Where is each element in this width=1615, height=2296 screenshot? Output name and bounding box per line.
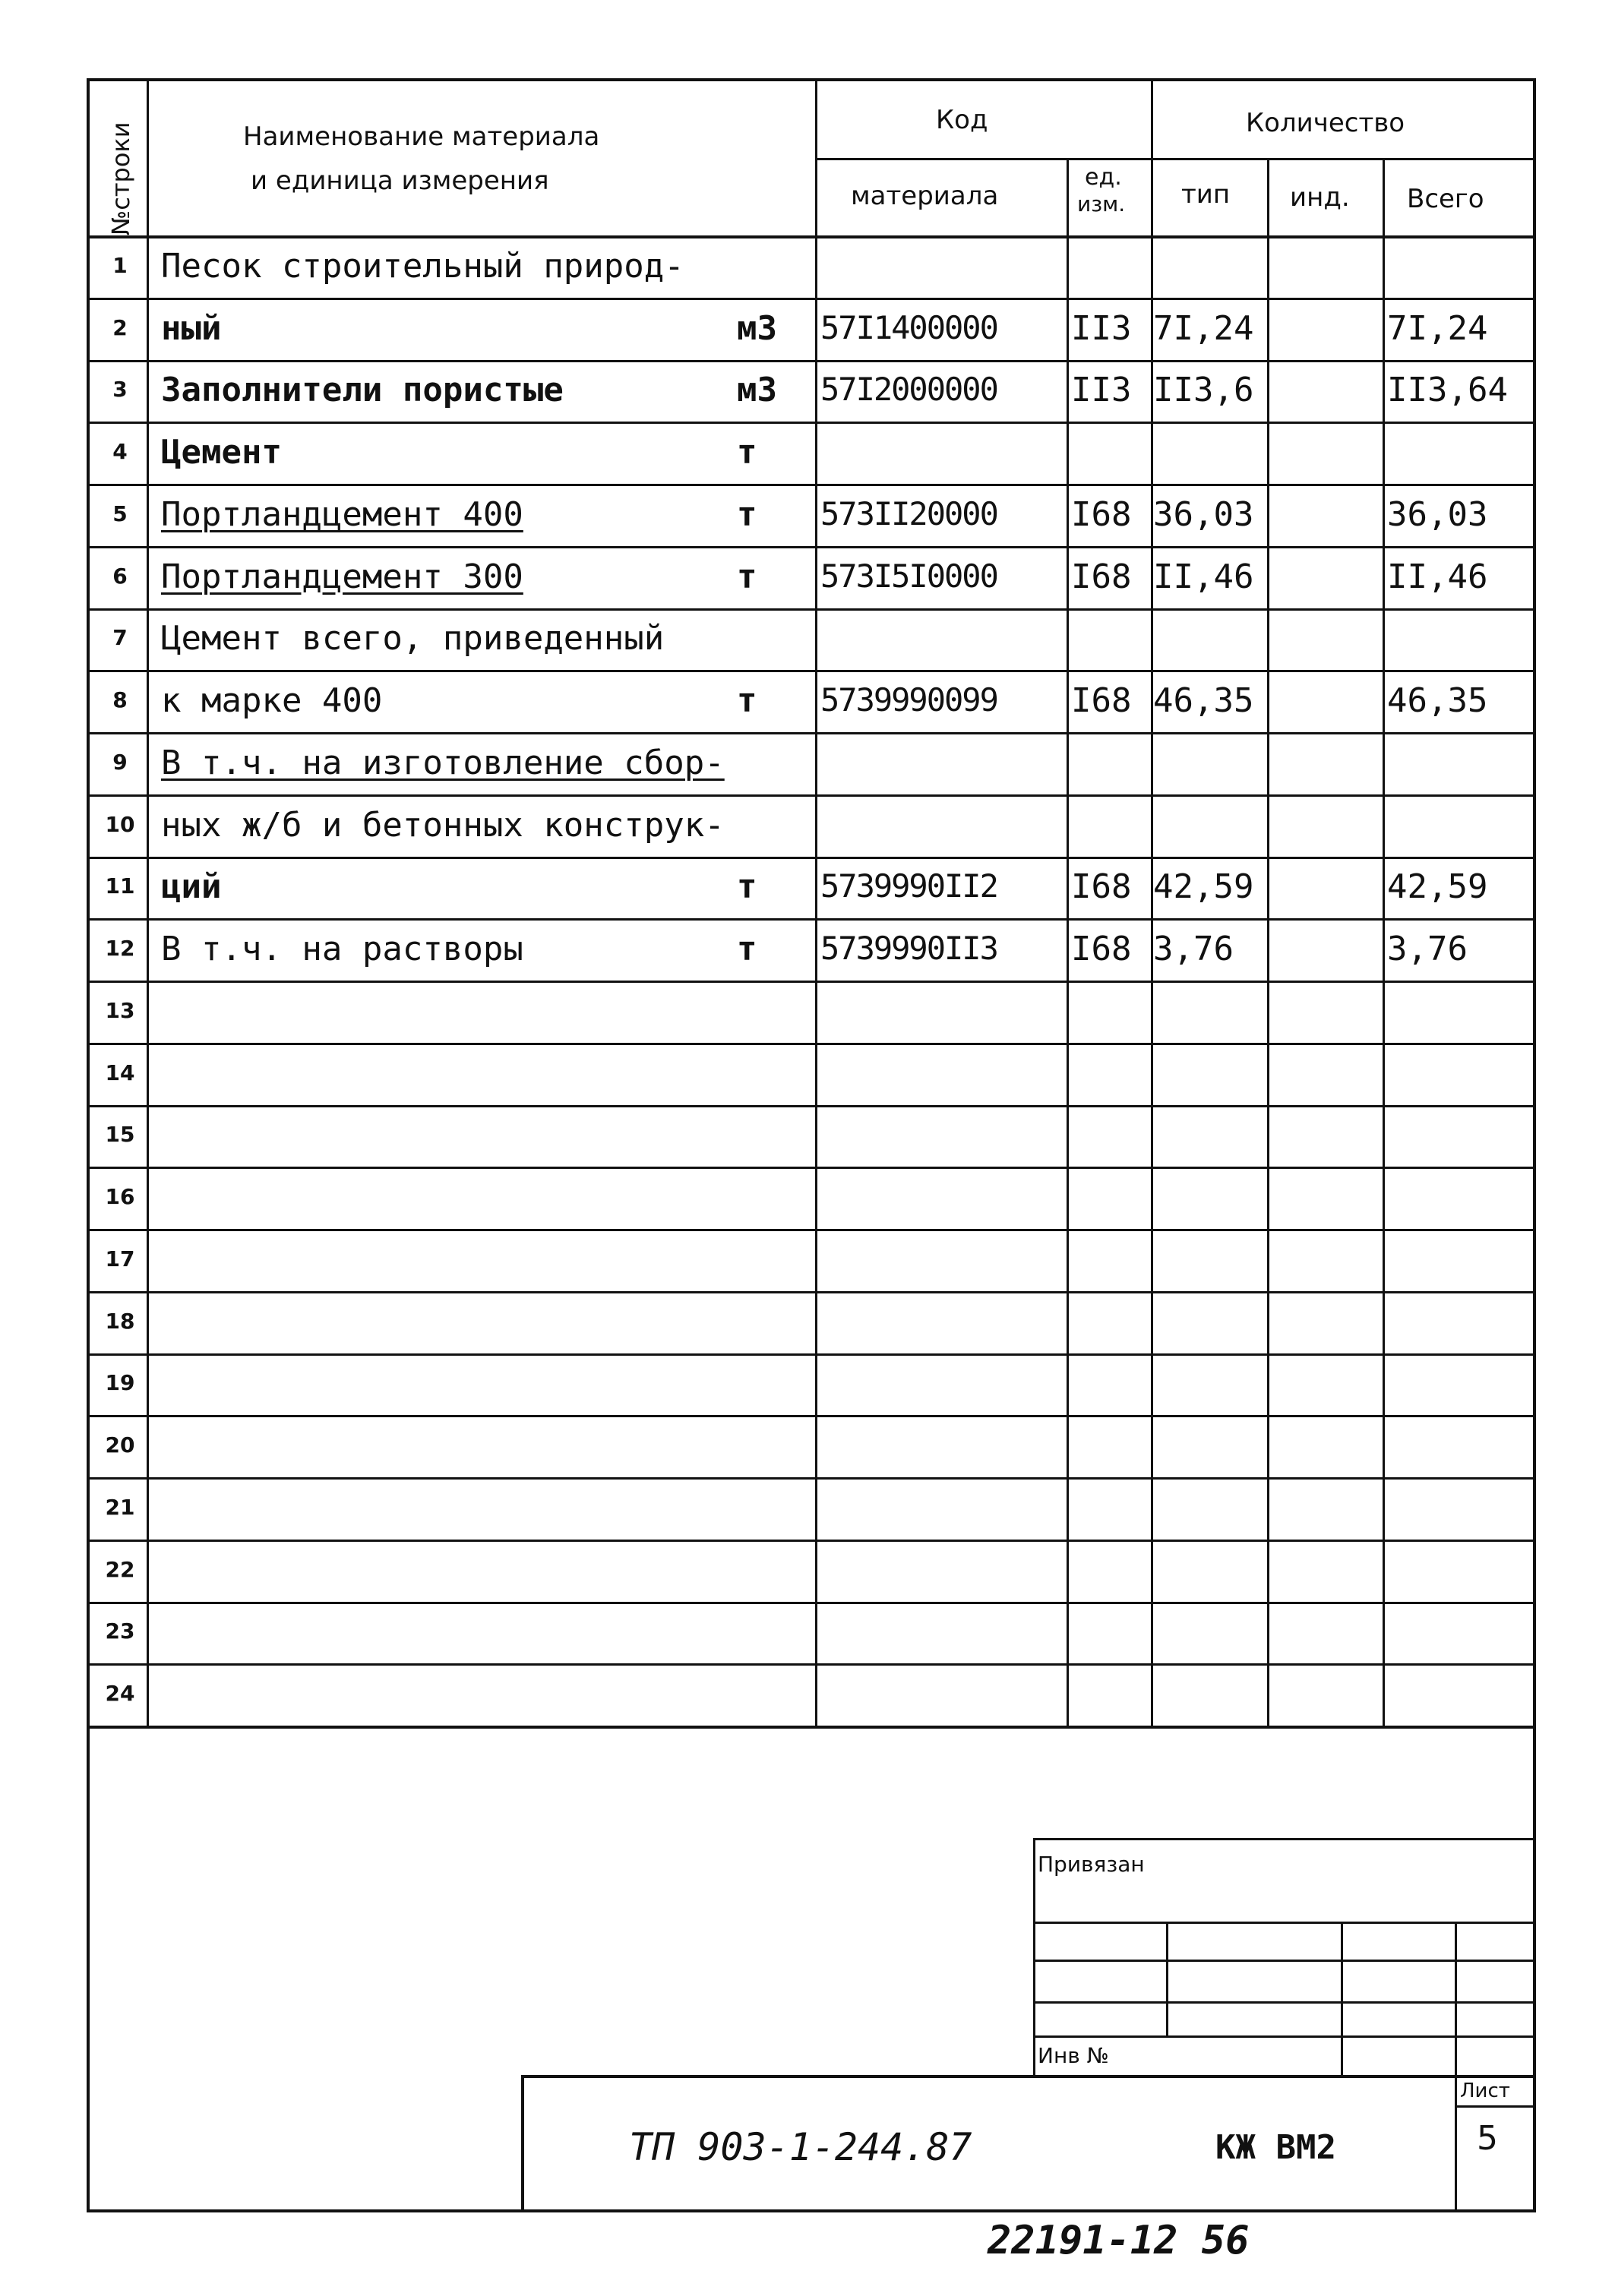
row-line	[87, 1477, 1536, 1480]
row-number: 16	[105, 1184, 135, 1210]
material-code: 57I1400000	[820, 308, 997, 346]
unit-label: м3	[737, 308, 777, 348]
quantity-type: 46,35	[1153, 681, 1254, 721]
unit-code: II3	[1071, 308, 1132, 348]
row-line	[87, 1043, 1536, 1045]
material-name: В т.ч. на изготовление сбор-	[161, 743, 725, 782]
quantity-type: II,46	[1153, 557, 1254, 596]
row-line	[87, 1602, 1536, 1604]
material-name: Цемент всего, приведенный	[161, 619, 665, 658]
row-line	[87, 981, 1536, 983]
unit-label: т	[737, 930, 757, 969]
title-block-left-line	[521, 2075, 524, 2212]
row-number: 9	[112, 749, 128, 775]
unit-label: т	[737, 681, 757, 721]
inv-no-label: Инв №	[1038, 2043, 1109, 2068]
unit-label: м3	[737, 371, 777, 410]
material-code: 57I2000000	[820, 371, 997, 409]
row-number: 10	[105, 811, 135, 837]
row-number: 6	[112, 563, 128, 589]
row-line	[87, 608, 1536, 611]
document-mark: КЖ ВМ2	[1215, 2128, 1336, 2167]
unit-code: II3	[1071, 371, 1132, 410]
quantity-type: 36,03	[1153, 494, 1254, 534]
quantity-type: 42,59	[1153, 867, 1254, 907]
row-number: 14	[105, 1060, 135, 1085]
material-name: ных ж/б и бетонных конструк-	[161, 805, 725, 845]
material-name: В т.ч. на растворы	[161, 930, 523, 969]
code-header: Код	[936, 105, 988, 135]
list-label: Лист	[1460, 2080, 1510, 2102]
row-line	[87, 1229, 1536, 1231]
row-number: 19	[105, 1370, 135, 1396]
footer-number: 22191-12 56	[988, 2218, 1250, 2263]
row-number: 12	[105, 936, 135, 962]
unit-header-line2: изм.	[1077, 191, 1126, 216]
unit-code: I68	[1071, 867, 1132, 907]
stamp-line-5	[1033, 2035, 1536, 2038]
row-line	[87, 422, 1536, 424]
quantity-total: 3,76	[1387, 930, 1468, 969]
stamp-line-4	[1033, 2001, 1536, 2004]
col-line-ind	[1383, 159, 1385, 1726]
table-bottom-line	[87, 1726, 1536, 1729]
stamp-line-3	[1033, 1960, 1536, 1962]
row-line	[87, 1663, 1536, 1666]
stamp-line-1	[1033, 1838, 1536, 1840]
row-line	[87, 1540, 1536, 1542]
material-name: Цемент	[161, 433, 282, 472]
row-number: 17	[105, 1246, 135, 1271]
material-name: Портландцемент 300	[161, 557, 523, 596]
row-number: 15	[105, 1122, 135, 1148]
col-line-type	[1267, 159, 1269, 1726]
material-name: Песок строительный природ-	[161, 246, 684, 286]
row-line	[87, 1291, 1536, 1293]
unit-code: I68	[1071, 681, 1132, 721]
stamp-vline-a	[1033, 1838, 1035, 2075]
unit-label: т	[737, 867, 757, 907]
row-line	[87, 298, 1536, 300]
quantity-type: II3,6	[1153, 371, 1254, 410]
name-header-line2: и единица измерения	[251, 166, 549, 196]
row-number: 24	[105, 1681, 135, 1707]
quantity-total: II,46	[1387, 557, 1488, 596]
list-number: 5	[1477, 2119, 1498, 2158]
unit-code: I68	[1071, 557, 1132, 596]
row-number: 5	[112, 501, 128, 526]
total-header: Всего	[1407, 184, 1484, 214]
row-line	[87, 484, 1536, 486]
material-header: материала	[851, 181, 999, 211]
row-number: 23	[105, 1619, 135, 1644]
unit-label: т	[737, 494, 757, 534]
list-label-line	[1455, 2105, 1536, 2108]
row-number: 2	[112, 314, 128, 340]
material-name: к марке 400	[161, 681, 383, 721]
row-number: 21	[105, 1494, 135, 1520]
row-number-header-text: №строки	[106, 122, 135, 235]
unit-code: I68	[1071, 930, 1132, 969]
row-line	[87, 732, 1536, 734]
quantity-header: Количество	[1246, 108, 1405, 138]
row-number-header	[93, 87, 147, 238]
unit-label: т	[737, 433, 757, 472]
row-number: 11	[105, 873, 135, 899]
material-code: 5739990II3	[820, 930, 997, 968]
row-line	[87, 670, 1536, 672]
row-number: 22	[105, 1556, 135, 1582]
row-number: 1	[112, 252, 128, 278]
unit-header-line1: ед.	[1085, 164, 1122, 191]
row-number: 18	[105, 1308, 135, 1334]
row-line	[87, 1353, 1536, 1356]
material-code: 573II20000	[820, 494, 997, 532]
stamp-vline-c	[1341, 1922, 1343, 2075]
material-name: Заполнители пористые	[161, 371, 564, 410]
title-block-top-line	[521, 2075, 1536, 2078]
ind-header: инд.	[1290, 182, 1350, 213]
row-line	[87, 857, 1536, 859]
row-line	[87, 1105, 1536, 1107]
quantity-total: 7I,24	[1387, 308, 1488, 348]
row-number: 3	[112, 377, 128, 403]
row-line	[87, 918, 1536, 921]
row-number: 13	[105, 997, 135, 1023]
material-name: ций	[161, 867, 222, 907]
row-line	[87, 1167, 1536, 1169]
quantity-total: 36,03	[1387, 494, 1488, 534]
row-number: 4	[112, 439, 128, 465]
privyazan-label: Привязан	[1038, 1852, 1145, 1877]
row-line	[87, 546, 1536, 548]
quantity-type: 3,76	[1153, 930, 1234, 969]
row-number: 7	[112, 625, 128, 651]
material-code: 5739990II2	[820, 867, 997, 905]
col-line-code	[1067, 159, 1069, 1726]
quantity-total: 42,59	[1387, 867, 1488, 907]
quantity-type: 7I,24	[1153, 308, 1254, 348]
unit-label: т	[737, 557, 757, 596]
row-number: 20	[105, 1432, 135, 1458]
document-code: ТП 903-1-244.87	[629, 2125, 972, 2169]
quantity-total: 46,35	[1387, 681, 1488, 721]
header-mid-line	[815, 158, 1535, 160]
row-line	[87, 1415, 1536, 1417]
row-number: 8	[112, 687, 128, 713]
name-header-line1: Наименование материала	[243, 122, 600, 152]
row-line	[87, 794, 1536, 797]
material-code: 573I5I0000	[820, 557, 997, 595]
row-line	[87, 360, 1536, 362]
stamp-line-2	[1033, 1922, 1536, 1924]
material-name: ный	[161, 308, 222, 348]
material-name: Портландцемент 400	[161, 494, 523, 534]
header-bottom-line	[87, 235, 1536, 238]
type-header: тип	[1181, 179, 1231, 210]
stamp-vline-b	[1166, 1922, 1168, 2035]
quantity-total: II3,64	[1387, 371, 1508, 410]
material-code: 5739990099	[820, 681, 997, 719]
unit-code: I68	[1071, 494, 1132, 534]
stamp-vline-d	[1455, 1922, 1457, 2210]
